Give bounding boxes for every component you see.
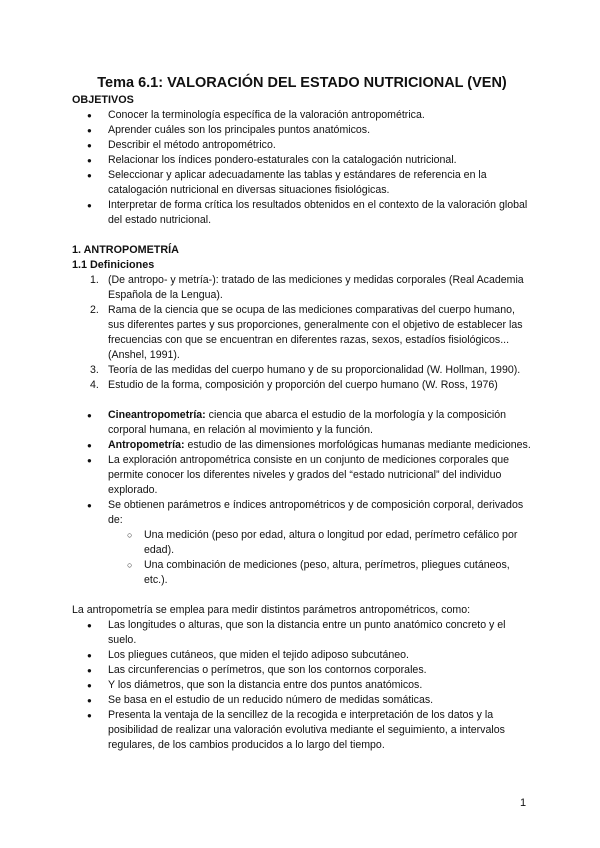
objectives-list [72, 108, 532, 228]
objectives-heading: OBJETIVOS [72, 94, 134, 106]
list-text: (De antropo- y metría-): tratado de las mediciones y medidas corporales (Real Academia Española de la Lengua). [108, 274, 524, 301]
list-item [72, 378, 532, 393]
list-item [72, 408, 532, 438]
page-title: Tema 6.1: VALORACIÓN DEL ESTADO NUTRICIONAL (VEN) [97, 75, 507, 91]
definitions-list [72, 273, 532, 393]
list-item: ● Interpretar de forma crítica los resultados obtenidos en el contexto de la valoración global del estado nutricional. [72, 198, 532, 228]
list-number: 2. [90, 304, 99, 316]
list-text: Teoría de las medidas del cuerpo humano y de su proporcionalidad (W. Hollman, 1990). [108, 364, 521, 376]
list-item: ● Los pliegues cutáneos, que miden el tejido adiposo subcutáneo. [72, 648, 532, 663]
list-item: ● Aprender cuáles son los principales puntos anatómicos. [72, 123, 532, 138]
list-item: ○ Una combinación de mediciones (peso, altura, perímetros, pliegues cutáneos, etc.). [72, 558, 532, 588]
list-item [72, 303, 532, 363]
list-text: Rama de la ciencia que se ocupa de las mediciones comparativas del cuerpo humano, sus diferentes partes y sus proporciones, generalmente con el objetivo de establecer las frecuencias con que se encuentran en diferentes razas, sexos, estadíos fisiológicos... (Anshel, 1991). [108, 304, 523, 361]
list-text: Estudio de la forma, composición y proporción del cuerpo humano (W. Ross, 1976) [108, 379, 498, 391]
derived-list [72, 528, 532, 588]
subsection-heading: 1.1 Definiciones [72, 259, 155, 271]
list-text: Se obtienen parámetros e índices antropométricos y de composición corporal, derivados de: [108, 499, 524, 526]
list-item: ● Describir el método antropométrico. [72, 138, 532, 153]
list-text: La exploración antropométrica consiste en un conjunto de mediciones corporales que permite conocer los diferentes niveles y grados del “estado nutricional” del individuo explorado. [108, 454, 510, 496]
list-number: 4. [90, 379, 99, 391]
list-item [72, 438, 532, 453]
list-item: ● Seleccionar y aplicar adecuadamente las tablas y estándares de referencia en la catalogación nutricional en diversas situaciones fisiológicas. [72, 168, 532, 198]
concepts-list [72, 408, 532, 588]
list-number: 1. [90, 274, 99, 286]
term-definition: ciencia que abarca el estudio de la morfología y la composición corporal humana, en relación al movimiento y la función. [108, 409, 507, 436]
section-heading: 1. ANTROPOMETRÍA [72, 244, 179, 256]
list-item: ● Las longitudes o alturas, que son la distancia entre un punto anatómico concreto y el suelo. [72, 618, 532, 648]
parameters-list [72, 618, 532, 753]
page-number: 1 [520, 797, 527, 809]
term-definition: estudio de las dimensiones morfológicas humanas mediante mediciones. [184, 439, 531, 451]
term-label: Antropometría: [108, 439, 185, 451]
list-item: ● Las circunferencias o perímetros, que son los contornos corporales. [72, 663, 532, 678]
list-item [72, 273, 532, 303]
list-item: ○ Una medición (peso por edad, altura o longitud por edad, perímetro cefálico por edad). [72, 528, 532, 558]
paragraph: La antropometría se emplea para medir distintos parámetros antropométricos, como: [72, 604, 471, 616]
list-item: ● Presenta la ventaja de la sencillez de la recogida e interpretación de los datos y la posibilidad de realizar una valoración evolutiva mediante el seguimiento, a intervalos regulares, de los cambios producidos a lo largo del tiempo. [72, 708, 532, 753]
list-item [72, 498, 532, 588]
term-label: Cineantropometría: [108, 409, 206, 421]
list-item: ● Y los diámetros, que son la distancia entre dos puntos anatómicos. [72, 678, 532, 693]
list-item [72, 363, 532, 378]
list-item [72, 453, 532, 498]
list-item: ● Se basa en el estudio de un reducido número de medidas somáticas. [72, 693, 532, 708]
list-item: ● Relacionar los índices pondero-estaturales con la catalogación nutricional. [72, 153, 532, 168]
list-number: 3. [90, 364, 99, 376]
list-item: ● Conocer la terminología específica de la valoración antropométrica. [72, 108, 532, 123]
document-page [72, 74, 532, 753]
